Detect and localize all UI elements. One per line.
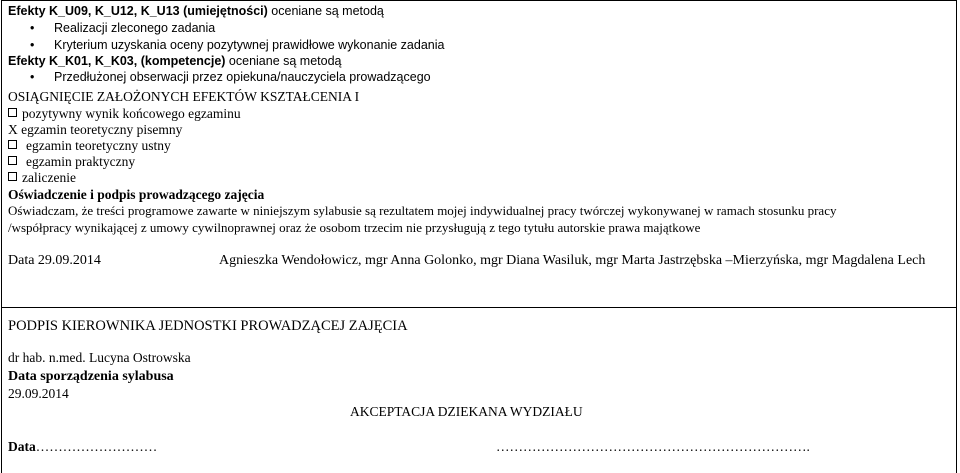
syllabus-date: 29.09.2014 <box>8 386 69 401</box>
dean-date-dots: ……………………… <box>35 439 158 454</box>
dean-date-label: Data <box>8 439 36 454</box>
goal-option <box>8 138 171 154</box>
goal-option-text: zaliczenie <box>22 170 76 185</box>
goal-option-checked: X egzamin teoretyczny pisemny <box>8 122 183 137</box>
head-unit-heading: PODPIS KIEROWNIKA JEDNOSTKI PROWADZĄCEJ ZAJĘCIA <box>8 318 408 334</box>
effects-competences-bold: Efekty K_K01, K_K03, (kompetencje) <box>8 54 226 68</box>
declaration-date: Data 29.09.2014 <box>8 253 101 268</box>
goals-heading: OSIĄGNIĘCIE ZAŁOŻONYCH EFEKTÓW KSZTAŁCENIA I <box>8 89 360 104</box>
list-item <box>30 69 431 85</box>
dean-acceptance: AKCEPTACJA DZIEKANA WYDZIAŁU <box>350 404 583 419</box>
declaration-authors: Agnieszka Wendołowicz, mgr Anna Golonko, mgr Diana Wasiluk, mgr Marta Jastrzębska –Mierzyńska, mgr Magdalena Lech <box>219 253 926 268</box>
effects-skills-heading <box>8 3 384 19</box>
checkbox-icon <box>8 140 17 149</box>
checkbox-icon <box>8 108 17 117</box>
list-item-text: Kryterium uzyskania oceny pozytywnej prawidłowe wykonanie zadania <box>54 38 445 52</box>
dean-signature-dots: ……………………………………………………………. <box>496 439 810 454</box>
declaration-text-line1: Oświadczam, że treści programowe zawarte w niniejszym sylabusie są rezultatem mojej indywidualnej pracy twórczej wykonywanej w ramach stosunku pracy <box>8 203 837 218</box>
declaration-text-line2: /współpracy wynikającej z umowy cywilnoprawnej oraz że osobom trzecim nie przysługują z tego tytułu autorskie prawa majątkowe <box>8 220 701 235</box>
effects-competences-rest: oceniane są metodą <box>225 54 342 68</box>
bullet-icon: • <box>30 21 35 35</box>
bullet-icon: • <box>30 70 35 84</box>
checkbox-icon <box>8 156 17 165</box>
goal-option-text: pozytywny wynik końcowego egzaminu <box>22 106 241 121</box>
effects-skills-bold: Efekty K_U09, K_U12, K_U13 (umiejętności) <box>8 4 268 18</box>
goal-option-text: egzamin praktyczny <box>26 154 136 169</box>
head-unit-name: dr hab. n.med. Lucyna Ostrowska <box>8 350 191 365</box>
goal-option <box>8 154 135 170</box>
bullet-icon: • <box>30 38 35 52</box>
list-item-text: Przedłużonej obserwacji przez opiekuna/nauczyciela prowadzącego <box>54 70 431 84</box>
syllabus-date-label: Data sporządzenia sylabusa <box>8 369 174 384</box>
list-item-text: Realizacji zleconego zadania <box>54 21 216 35</box>
goal-option <box>8 170 76 186</box>
list-item <box>30 20 215 36</box>
list-item <box>30 37 444 53</box>
effects-skills-rest: oceniane są metodą <box>267 4 384 18</box>
dean-date-line <box>8 439 157 455</box>
checkbox-icon <box>8 172 17 181</box>
goal-option <box>8 106 241 122</box>
goal-option-text: egzamin teoretyczny ustny <box>26 138 171 153</box>
declaration-heading: Oświadczenie i podpis prowadzącego zajęcia <box>8 187 265 202</box>
effects-competences-heading <box>8 53 342 69</box>
